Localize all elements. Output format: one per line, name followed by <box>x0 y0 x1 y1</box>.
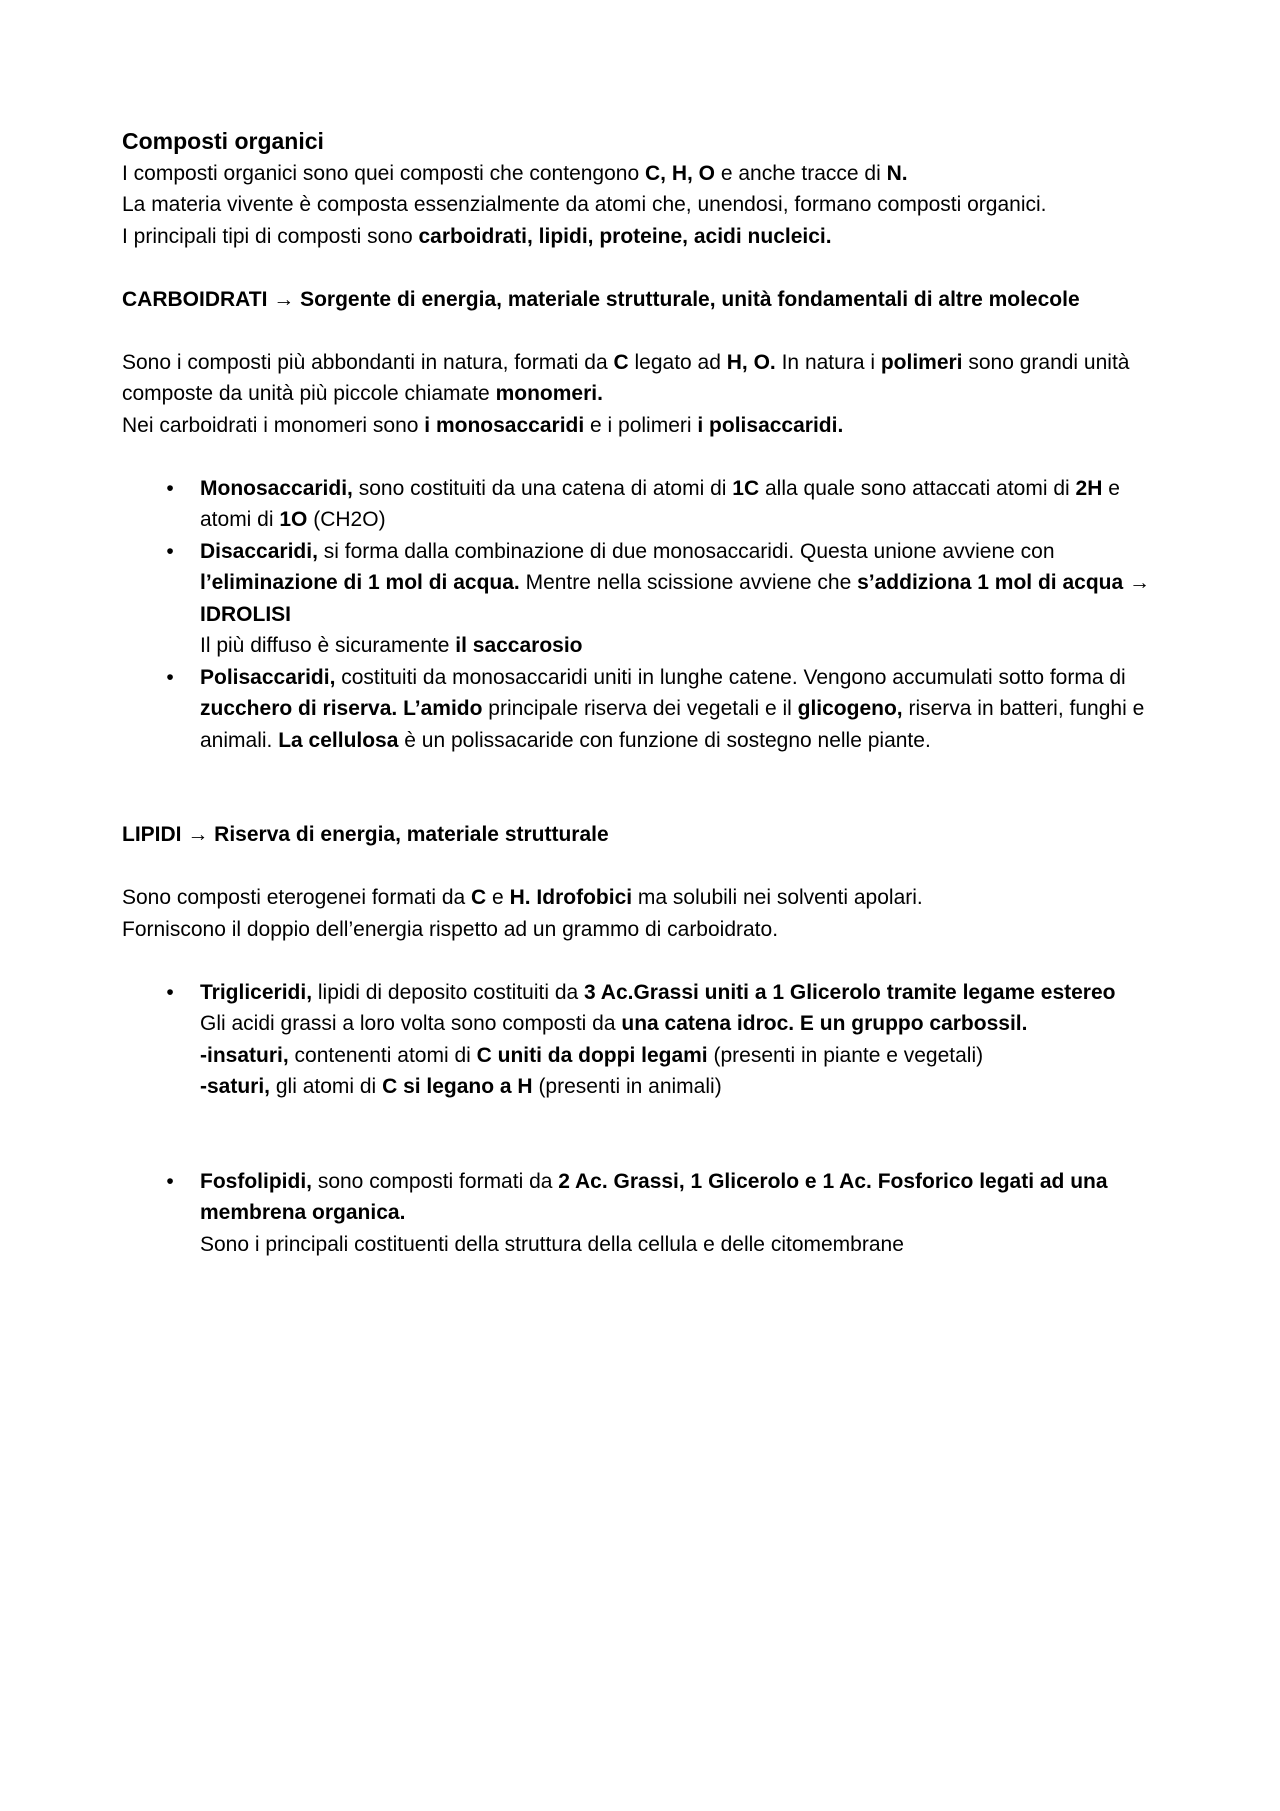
list-item-polisaccaridi <box>122 662 1172 757</box>
bullet-icon: • <box>166 665 174 689</box>
paragraph: Forniscono il doppio dell’energia rispetto ad un grammo di carboidrato. <box>122 917 779 941</box>
paragraph: Nei carboidrati i monomeri sono i monosaccaridi e i polimeri i polisaccaridi. <box>122 413 844 437</box>
paragraph: Trigliceridi, lipidi di deposito costituiti da 3 Ac.Grassi uniti a 1 Glicerolo tramite legame estereo <box>200 980 1116 1004</box>
bullet-icon: • <box>166 539 174 563</box>
bullet-icon: • <box>166 476 174 500</box>
intro-section <box>122 158 1172 253</box>
lipidi-heading: LIPIDI → Riserva di energia, materiale strutturale <box>122 823 609 846</box>
carboidrati-list <box>122 473 1172 757</box>
lipidi-list-2 <box>122 1166 1172 1261</box>
paragraph: -saturi, gli atomi di C si legano a H (presenti in animali) <box>200 1075 722 1098</box>
paragraph: Polisaccaridi, costituiti da monosaccaridi uniti in lunghe catene. Vengono accumulati sotto forma di zucchero di riserva. L’amido principale riserva dei vegetali e il glicogeno, riserva in batteri, funghi e animali. La cellulosa è un polissacaride con funzione di sostegno nelle piante. <box>200 665 1145 752</box>
document-content <box>122 126 1172 1260</box>
paragraph: Sono i principali costituenti della struttura della cellula e delle citomembrane <box>200 1232 904 1256</box>
carboidrati-intro <box>122 347 1172 442</box>
lipidi-intro <box>122 882 1172 945</box>
paragraph: Sono i composti più abbondanti in natura, formati da C legato ad H, O. In natura i polimeri sono grandi unità composte da unità più piccole chiamate monomeri. <box>122 350 1130 405</box>
paragraph: La materia vivente è composta essenzialmente da atomi che, unendosi, formano composti organici. <box>122 193 1047 216</box>
paragraph: Disaccaridi, si forma dalla combinazione di due monosaccaridi. Questa unione avviene con l’eliminazione di 1 mol di acqua. Mentre nella scissione avviene che s’addiziona 1 mol di acqua → IDROLISI <box>200 539 1150 626</box>
list-item-fosfolipidi <box>122 1166 1172 1261</box>
list-item-monosaccaridi <box>122 473 1172 536</box>
bullet-icon: • <box>166 1169 174 1193</box>
lipidi-list-1 <box>122 977 1172 1103</box>
bullet-icon: • <box>166 980 174 1004</box>
paragraph: Monosaccaridi, sono costituiti da una catena di atomi di 1C alla quale sono attaccati atomi di 2H e atomi di 1O (CH2O) <box>200 476 1120 531</box>
paragraph: I composti organici sono quei composti che contengono C, H, O e anche tracce di N. <box>122 161 908 185</box>
list-item-disaccaridi <box>122 536 1172 662</box>
paragraph: Fosfolipidi, sono composti formati da 2 Ac. Grassi, 1 Glicerolo e 1 Ac. Fosforico legati ad una membrena organica. <box>200 1169 1108 1224</box>
carboidrati-heading: CARBOIDRATI → Sorgente di energia, materiale strutturale, unità fondamentali di altre molecole <box>122 287 1080 311</box>
paragraph: Sono composti eterogenei formati da C e H. Idrofobici ma solubili nei solventi apolari. <box>122 886 923 909</box>
paragraph: Il più diffuso è sicuramente il saccarosio <box>200 634 583 657</box>
paragraph: I principali tipi di composti sono carboidrati, lipidi, proteine, acidi nucleici. <box>122 224 832 248</box>
paragraph: Gli acidi grassi a loro volta sono composti da una catena idroc. E un gruppo carbossil. <box>200 1012 1028 1035</box>
document-title: Composti organici <box>122 128 324 154</box>
list-item-trigliceridi <box>122 977 1172 1103</box>
paragraph: -insaturi, contenenti atomi di C uniti da doppi legami (presenti in piante e vegetali) <box>200 1043 984 1067</box>
